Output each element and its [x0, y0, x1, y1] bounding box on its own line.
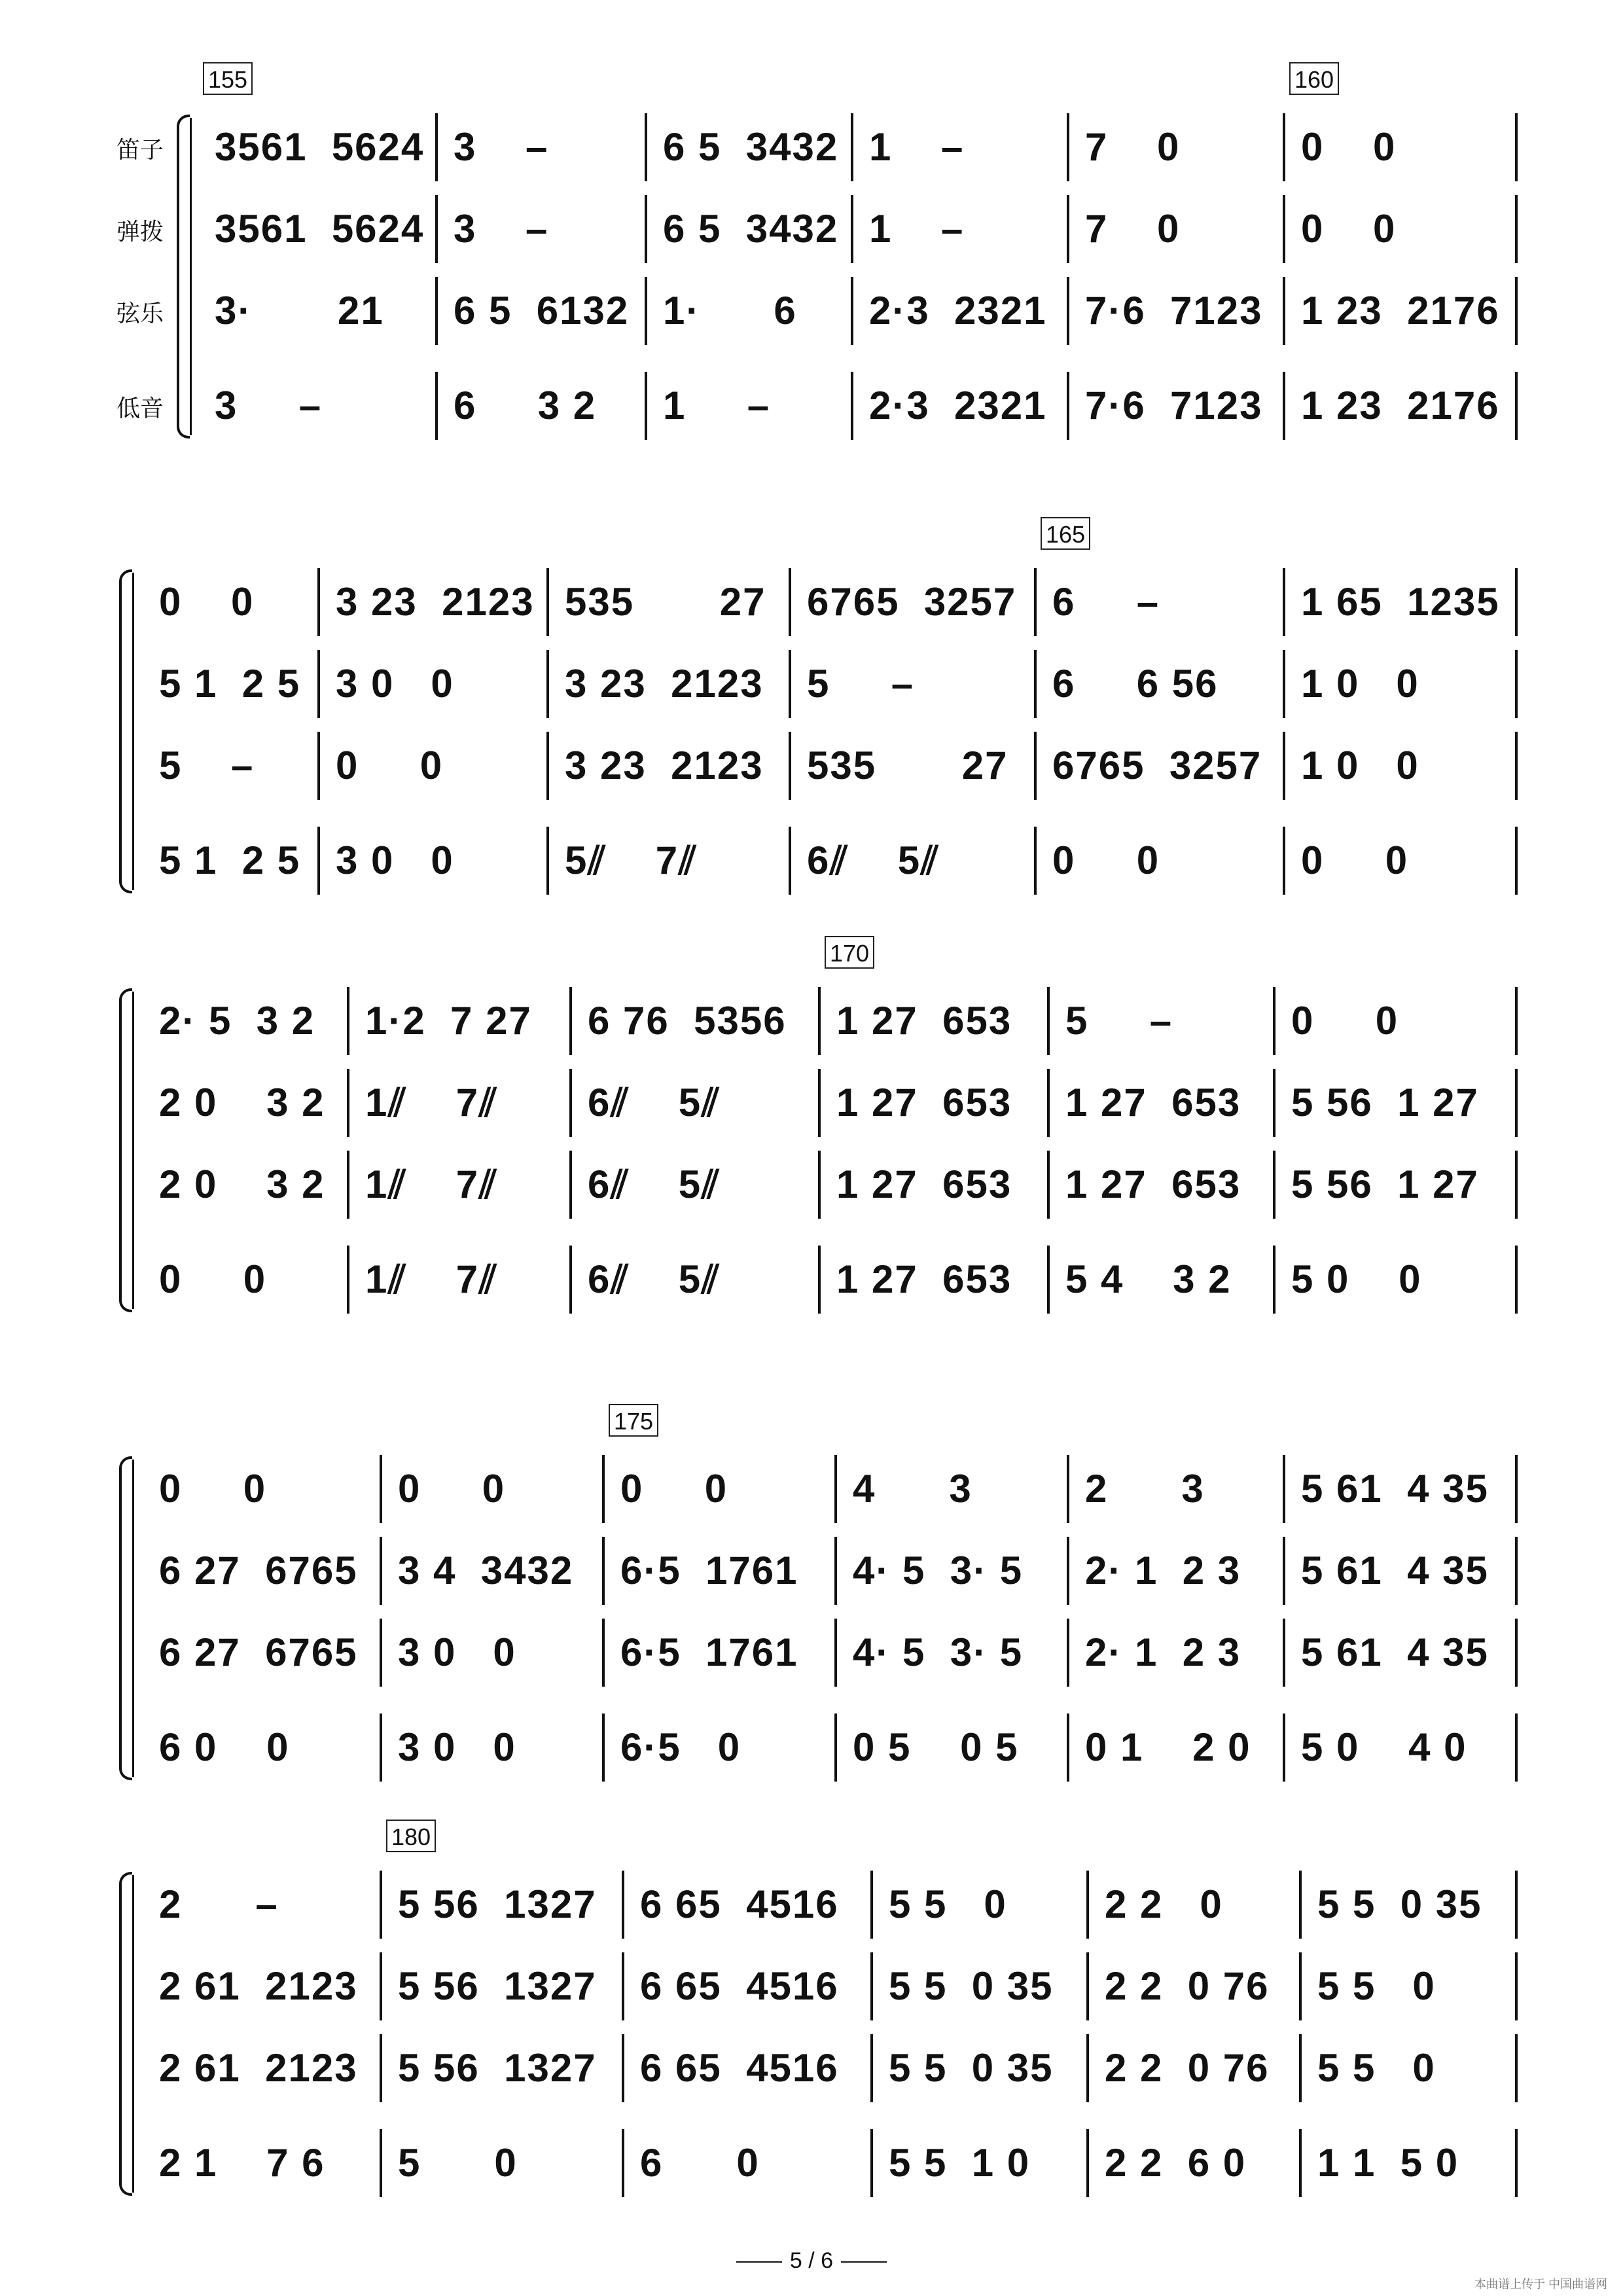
measure-notes: 6 5 3432 — [663, 207, 839, 251]
barline — [789, 732, 791, 800]
barline — [851, 195, 853, 263]
measure-notes: 3 0 0 — [398, 1725, 516, 1769]
barline — [1515, 113, 1518, 181]
measure-notes: 5 1 2 5 — [159, 838, 301, 882]
measure-notes: 5 – — [807, 662, 915, 706]
barline — [645, 113, 647, 181]
measure-notes: 7 0 — [1085, 207, 1181, 251]
measure-notes: 7 0 — [1085, 125, 1181, 169]
barline — [347, 1069, 349, 1137]
measure-notes: 2 2 0 76 — [1105, 2046, 1270, 2090]
barline — [1515, 1713, 1518, 1782]
barline — [347, 1151, 349, 1219]
barline — [789, 650, 791, 718]
measure-notes: 0 0 — [398, 1467, 506, 1511]
barline — [1515, 2034, 1518, 2102]
measure-notes: 5 5 0 35 — [889, 1964, 1054, 2008]
measure-notes: 2 61 2123 — [159, 2046, 358, 2090]
measure-notes: 5 – — [1065, 999, 1173, 1043]
measure-notes: 0 0 — [1301, 125, 1397, 169]
barline — [569, 1151, 572, 1219]
barline — [317, 568, 320, 636]
barline — [347, 987, 349, 1055]
measure-notes: 0 0 — [1291, 999, 1399, 1043]
barline — [1515, 987, 1518, 1055]
barline — [1067, 113, 1069, 181]
measure-notes: 5 1 2 5 — [159, 662, 301, 706]
measure-notes: 5 56 1327 — [398, 1882, 597, 1926]
measure-notes: 0 0 — [1301, 838, 1409, 882]
measure-notes: 0 0 — [620, 1467, 728, 1511]
measure-notes: 6⫽ 5⫽ — [807, 838, 940, 882]
measure-notes: 2· 5 3 2 — [159, 999, 315, 1043]
score-system — [0, 1404, 1623, 1810]
barline — [1047, 987, 1050, 1055]
measure-notes: 1 27 653 — [1065, 1081, 1241, 1124]
measure-notes: 3 – — [454, 207, 549, 251]
barline — [622, 1871, 624, 1939]
page-number — [0, 2248, 1623, 2274]
barline — [870, 1952, 873, 2020]
measure-notes: 3561 5624 — [215, 207, 425, 251]
measure-notes: 1 27 653 — [836, 999, 1012, 1043]
system-brace — [177, 115, 190, 439]
watermark: 本曲谱上传于 中国曲谱网 — [1474, 2278, 1607, 2291]
measure-notes: 2 3 — [1085, 1467, 1205, 1511]
measure-notes: 1·2 7 27 — [365, 999, 532, 1043]
system-brace-inner — [132, 573, 141, 890]
barline — [1067, 372, 1069, 440]
measure-notes: 6 6 56 — [1052, 662, 1219, 706]
measure-notes: 5 0 4 0 — [1301, 1725, 1467, 1769]
measure-notes: 3 0 0 — [398, 1630, 516, 1674]
measure-notes: 6 – — [1052, 580, 1160, 624]
measure-notes: 6·5 1761 — [620, 1549, 798, 1592]
barline — [1515, 195, 1518, 263]
system-brace — [119, 988, 132, 1312]
barline — [1047, 1151, 1050, 1219]
barline — [818, 1151, 821, 1219]
measure-notes: 1 – — [869, 207, 965, 251]
measure-notes: 7·6 7123 — [1085, 289, 1263, 332]
barline — [602, 1619, 605, 1687]
barline — [317, 650, 320, 718]
measure-notes: 3 4 3432 — [398, 1549, 574, 1592]
barline — [870, 2034, 873, 2102]
barline — [1067, 1619, 1069, 1687]
barline — [380, 1713, 382, 1782]
measure-notes: 535 27 — [807, 744, 1008, 787]
barline — [1273, 1069, 1275, 1137]
measure-notes: 1 0 0 — [1301, 662, 1419, 706]
measure-notes: 3 23 2123 — [336, 580, 535, 624]
barline — [1515, 827, 1518, 895]
measure-notes: 5 5 0 35 — [889, 2046, 1054, 2090]
barline — [1515, 568, 1518, 636]
measure-number-box: 165 — [1041, 517, 1090, 550]
barline — [1283, 650, 1285, 718]
measure-notes: 2 2 0 76 — [1105, 1964, 1270, 2008]
barline — [834, 1455, 837, 1523]
measure-notes: 6765 3257 — [807, 580, 1017, 624]
measure-notes: 1 0 0 — [1301, 744, 1419, 787]
barline — [645, 372, 647, 440]
barline — [1515, 1455, 1518, 1523]
measure-notes: 1 27 653 — [836, 1257, 1012, 1301]
barline — [569, 1246, 572, 1314]
barline — [622, 2034, 624, 2102]
measure-notes: 5 56 1 27 — [1291, 1162, 1479, 1206]
barline — [435, 113, 438, 181]
measure-notes: 5 4 3 2 — [1065, 1257, 1232, 1301]
measure-notes: 3 0 0 — [336, 662, 454, 706]
barline — [569, 1069, 572, 1137]
measure-notes: 5 5 0 — [1317, 2046, 1436, 2090]
measure-notes: 6·5 1761 — [620, 1630, 798, 1674]
measure-notes: 1⫽ 7⫽ — [365, 1257, 498, 1301]
measure-notes: 6 3 2 — [454, 384, 597, 427]
measure-notes: 5 61 4 35 — [1301, 1467, 1489, 1511]
system-brace — [119, 1872, 132, 2196]
barline — [1067, 195, 1069, 263]
page-number-text: 5 / 6 — [789, 2248, 834, 2273]
measure-notes: 1⫽ 7⫽ — [365, 1162, 498, 1206]
barline — [1283, 568, 1285, 636]
measure-notes: 0 5 0 5 — [853, 1725, 1019, 1769]
measure-notes: 1 27 653 — [836, 1081, 1012, 1124]
barline — [317, 827, 320, 895]
measure-notes: 6 65 4516 — [640, 1882, 839, 1926]
barline — [789, 568, 791, 636]
measure-notes: 5 5 0 — [889, 1882, 1007, 1926]
barline — [1273, 987, 1275, 1055]
measure-notes: 5 61 4 35 — [1301, 1630, 1489, 1674]
barline — [602, 1537, 605, 1605]
barline — [834, 1619, 837, 1687]
barline — [834, 1713, 837, 1782]
barline — [1034, 827, 1037, 895]
barline — [1047, 1246, 1050, 1314]
measure-notes: 6765 3257 — [1052, 744, 1262, 787]
measure-notes: 7·6 7123 — [1085, 384, 1263, 427]
barline — [1283, 1537, 1285, 1605]
barline — [380, 1952, 382, 2020]
instrument-label: 笛子 — [116, 136, 164, 163]
barline — [1034, 568, 1037, 636]
measure-notes: 6⫽ 5⫽ — [588, 1257, 721, 1301]
barline — [1034, 650, 1037, 718]
measure-notes: 1 23 2176 — [1301, 384, 1500, 427]
barline — [1067, 1537, 1069, 1605]
measure-notes: 2·3 2321 — [869, 384, 1047, 427]
barline — [380, 1871, 382, 1939]
measure-notes: 6 27 6765 — [159, 1549, 358, 1592]
barline — [1283, 1455, 1285, 1523]
barline — [789, 827, 791, 895]
barline — [851, 372, 853, 440]
barline — [1273, 1246, 1275, 1314]
barline — [1086, 1871, 1089, 1939]
measure-notes: 3 – — [454, 125, 549, 169]
measure-notes: 1 23 2176 — [1301, 289, 1500, 332]
barline — [1515, 1952, 1518, 2020]
measure-notes: 6 5 3432 — [663, 125, 839, 169]
barline — [1515, 1151, 1518, 1219]
measure-notes: 5 0 — [398, 2141, 518, 2185]
barline — [1299, 1952, 1302, 2020]
measure-notes: 5 0 0 — [1291, 1257, 1422, 1301]
barline — [1047, 1069, 1050, 1137]
barline — [435, 195, 438, 263]
measure-notes: 3 23 2123 — [565, 662, 764, 706]
barline — [1283, 195, 1285, 263]
measure-notes: 4· 5 3· 5 — [853, 1630, 1024, 1674]
measure-notes: 3 0 0 — [336, 838, 454, 882]
measure-notes: 1⫽ 7⫽ — [365, 1081, 498, 1124]
barline — [1283, 277, 1285, 345]
barline — [1034, 732, 1037, 800]
barline — [380, 1455, 382, 1523]
measure-notes: 5 5 0 35 — [1317, 1882, 1482, 1926]
measure-notes: 5 56 1327 — [398, 1964, 597, 2008]
barline — [569, 987, 572, 1055]
system-brace-inner — [132, 992, 141, 1309]
system-brace — [119, 569, 132, 893]
measure-notes: 4· 5 3· 5 — [853, 1549, 1024, 1592]
barline — [870, 1871, 873, 1939]
measure-notes: 0 0 — [1301, 207, 1397, 251]
barline — [1086, 2034, 1089, 2102]
barline — [851, 113, 853, 181]
measure-notes: 535 27 — [565, 580, 766, 624]
barline — [645, 277, 647, 345]
barline — [546, 732, 549, 800]
measure-notes: 1 65 1235 — [1301, 580, 1500, 624]
barline — [818, 1246, 821, 1314]
barline — [1299, 1871, 1302, 1939]
measure-notes: 4 3 — [853, 1467, 972, 1511]
measure-notes: 6·5 0 — [620, 1725, 741, 1769]
barline — [380, 1537, 382, 1605]
barline — [380, 2129, 382, 2197]
barline — [834, 1537, 837, 1605]
system-brace-inner — [190, 118, 198, 435]
measure-notes: 1 – — [869, 125, 965, 169]
instrument-label: 弹拨 — [116, 218, 164, 245]
barline — [380, 2034, 382, 2102]
measure-notes: 5 – — [159, 744, 255, 787]
barline — [1283, 1713, 1285, 1782]
measure-notes: 6⫽ 5⫽ — [588, 1081, 721, 1124]
barline — [1273, 1151, 1275, 1219]
measure-notes: 6 65 4516 — [640, 2046, 839, 2090]
measure-notes: 5 56 1 27 — [1291, 1081, 1479, 1124]
measure-notes: 3· 21 — [215, 289, 384, 332]
barline — [1067, 1455, 1069, 1523]
barline — [818, 1069, 821, 1137]
barline — [1299, 2129, 1302, 2197]
measure-notes: 2 2 0 — [1105, 1882, 1223, 1926]
score-system — [0, 62, 1623, 468]
barline — [1515, 1246, 1518, 1314]
measure-number-box: 180 — [386, 1820, 436, 1852]
barline — [1283, 113, 1285, 181]
barline — [1283, 372, 1285, 440]
system-brace-inner — [132, 1460, 141, 1777]
measure-number-box: 175 — [609, 1404, 658, 1437]
barline — [1067, 277, 1069, 345]
measure-notes: 2· 1 2 3 — [1085, 1630, 1241, 1674]
measure-notes: 1 1 5 0 — [1317, 2141, 1459, 2185]
measure-notes: 2 1 7 6 — [159, 2141, 325, 2185]
barline — [1283, 827, 1285, 895]
measure-notes: 6 65 4516 — [640, 1964, 839, 2008]
barline — [546, 650, 549, 718]
barline — [1515, 1871, 1518, 1939]
barline — [1515, 650, 1518, 718]
measure-notes: 0 0 — [159, 1257, 267, 1301]
measure-notes: 2 2 6 0 — [1105, 2141, 1247, 2185]
measure-notes: 2· 1 2 3 — [1085, 1549, 1241, 1592]
measure-notes: 2 0 3 2 — [159, 1162, 325, 1206]
measure-notes: 6 0 — [640, 2141, 760, 2185]
measure-notes: 5 5 1 0 — [889, 2141, 1031, 2185]
barline — [1283, 732, 1285, 800]
measure-notes: 2 61 2123 — [159, 1964, 358, 2008]
measure-notes: 3 – — [215, 384, 323, 427]
barline — [317, 732, 320, 800]
barline — [645, 195, 647, 263]
barline — [546, 827, 549, 895]
measure-notes: 1 27 653 — [1065, 1162, 1241, 1206]
barline — [1283, 1619, 1285, 1687]
barline — [1515, 1537, 1518, 1605]
measure-notes: 2 – — [159, 1882, 279, 1926]
measure-number-box: 160 — [1289, 62, 1339, 95]
score-system — [0, 1820, 1623, 2225]
barline — [1515, 1619, 1518, 1687]
measure-notes: 1 27 653 — [836, 1162, 1012, 1206]
barline — [1515, 372, 1518, 440]
measure-notes: 3561 5624 — [215, 125, 425, 169]
system-brace — [119, 1456, 132, 1780]
barline — [546, 568, 549, 636]
instrument-label: 弦乐 — [116, 300, 164, 327]
measure-notes: 1 – — [663, 384, 771, 427]
measure-notes: 0 0 — [336, 744, 444, 787]
barline — [818, 987, 821, 1055]
score-system — [0, 936, 1623, 1342]
score-system — [0, 517, 1623, 923]
barline — [1515, 277, 1518, 345]
measure-notes: 0 0 — [159, 1467, 267, 1511]
measure-notes: 2·3 2321 — [869, 289, 1047, 332]
barline — [347, 1246, 349, 1314]
barline — [380, 1619, 382, 1687]
instrument-label: 低音 — [116, 395, 164, 422]
barline — [622, 1952, 624, 2020]
barline — [622, 2129, 624, 2197]
measure-notes: 5⫽ 7⫽ — [565, 838, 698, 882]
barline — [1086, 1952, 1089, 2020]
measure-notes: 5 61 4 35 — [1301, 1549, 1489, 1592]
barline — [1515, 2129, 1518, 2197]
barline — [1086, 2129, 1089, 2197]
barline — [602, 1455, 605, 1523]
barline — [1299, 2034, 1302, 2102]
measure-notes: 1· 6 — [663, 289, 797, 332]
measure-notes: 5 56 1327 — [398, 2046, 597, 2090]
barline — [1067, 1713, 1069, 1782]
measure-notes: 3 23 2123 — [565, 744, 764, 787]
measure-notes: 0 0 — [159, 580, 255, 624]
measure-notes: 6⫽ 5⫽ — [588, 1162, 721, 1206]
barline — [435, 372, 438, 440]
measure-number-box: 170 — [825, 936, 874, 969]
measure-notes: 6 5 6132 — [454, 289, 630, 332]
barline — [870, 2129, 873, 2197]
measure-notes: 6 0 0 — [159, 1725, 290, 1769]
system-brace-inner — [132, 1875, 141, 2193]
measure-notes: 0 0 — [1052, 838, 1160, 882]
barline — [1515, 1069, 1518, 1137]
barline — [602, 1713, 605, 1782]
barline — [851, 277, 853, 345]
measure-notes: 5 5 0 — [1317, 1964, 1436, 2008]
barline — [435, 277, 438, 345]
barline — [1515, 732, 1518, 800]
measure-notes: 0 1 2 0 — [1085, 1725, 1251, 1769]
measure-notes: 6 27 6765 — [159, 1630, 358, 1674]
measure-number-box: 155 — [203, 62, 253, 95]
measure-notes: 2 0 3 2 — [159, 1081, 325, 1124]
measure-notes: 6 76 5356 — [588, 999, 787, 1043]
